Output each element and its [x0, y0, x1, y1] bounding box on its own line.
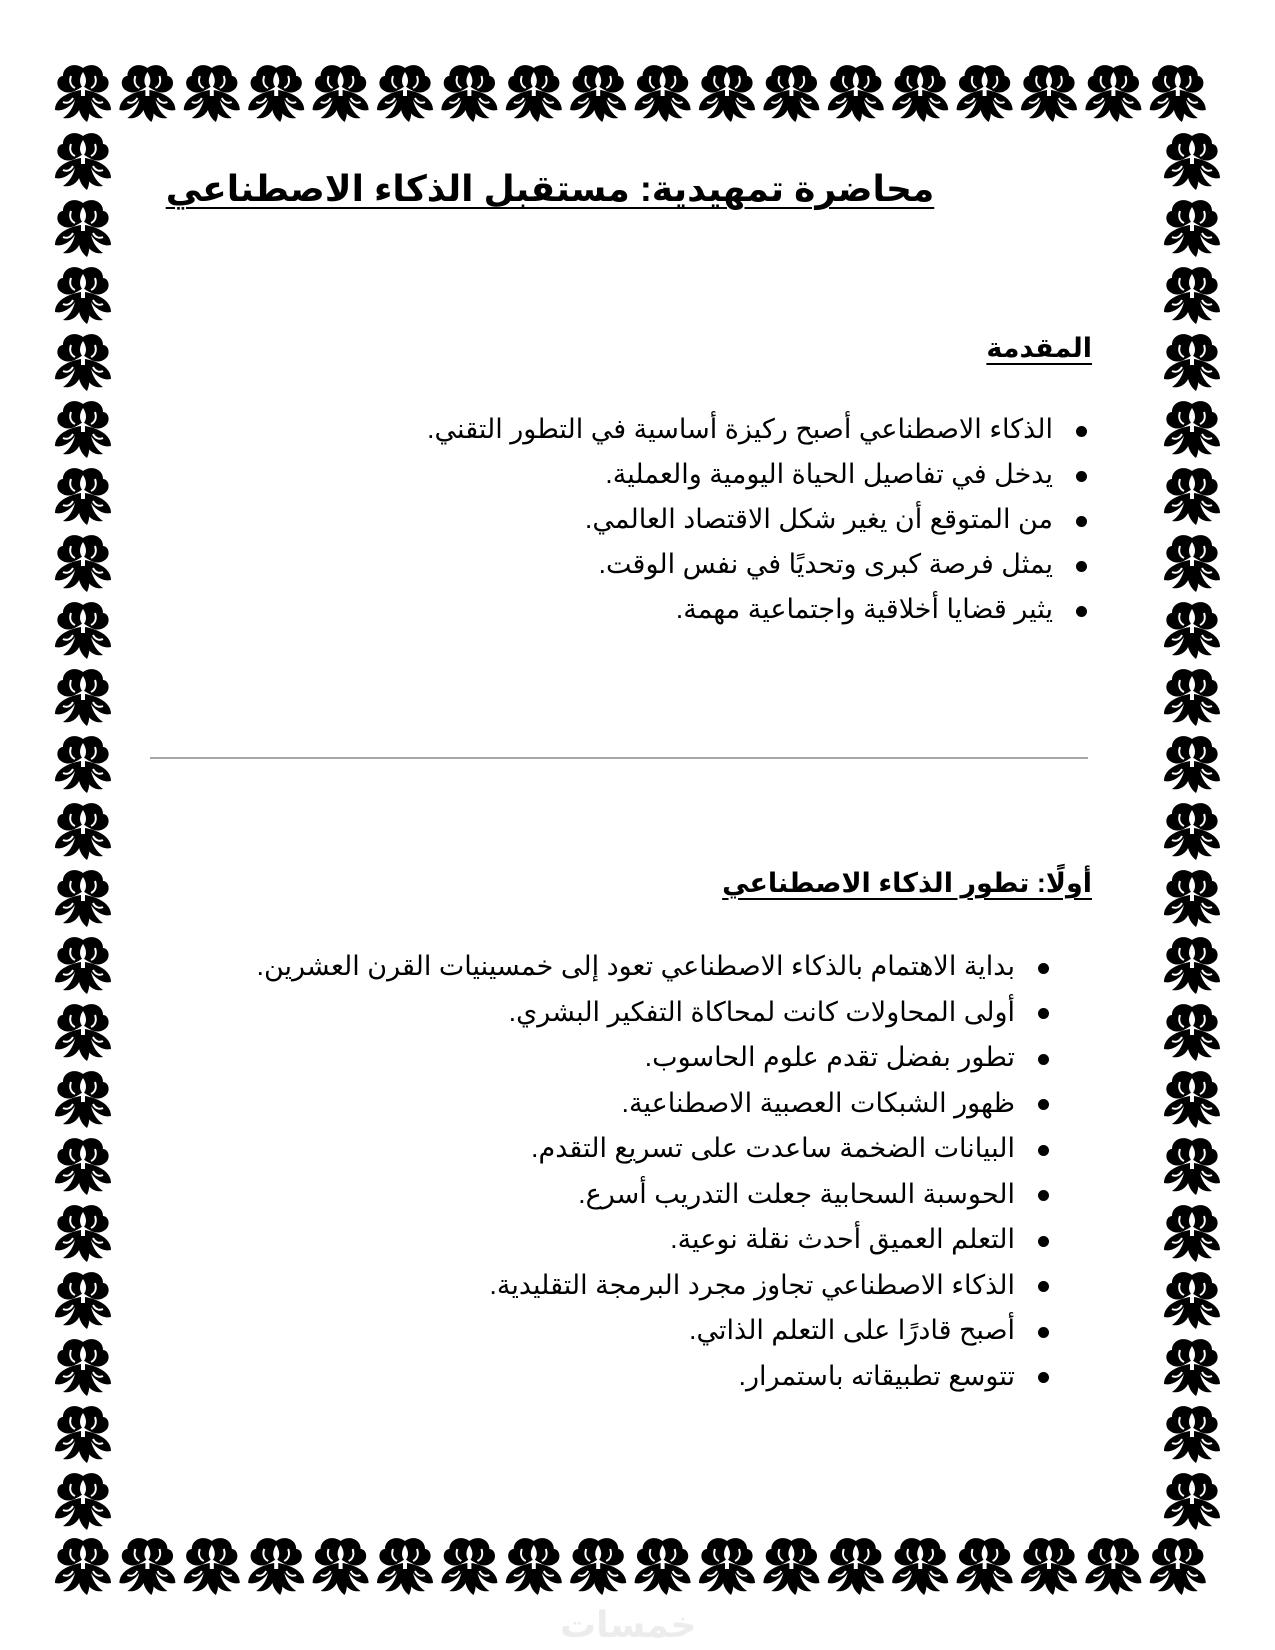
floral-ornament-icon: [957, 1538, 1013, 1595]
floral-ornament-icon: [1164, 870, 1220, 927]
introduction-bullet-list: [427, 407, 1053, 632]
floral-ornament-icon: [248, 65, 304, 122]
section-heading-introduction: المقدمة: [986, 333, 1092, 363]
list-item-text: تتوسع تطبيقاته باستمرار.: [738, 1360, 1015, 1391]
list-item-text: تطور بفضل تقدم علوم الحاسوب.: [644, 1042, 1015, 1072]
bullet-dot-icon: [1038, 1054, 1049, 1065]
floral-ornament-icon: [55, 803, 111, 860]
list-item-text: يمثل فرصة كبرى وتحديًا في نفس الوقت.: [598, 549, 1053, 579]
floral-ornament-icon: [1164, 602, 1220, 659]
floral-ornament-icon: [313, 65, 369, 122]
floral-ornament-icon: [55, 736, 111, 793]
floral-ornament-icon: [892, 1538, 948, 1595]
floral-ornament-icon: [1164, 1205, 1220, 1262]
floral-ornament-icon: [184, 1538, 240, 1595]
list-item-text: يثير قضايا أخلاقية واجتماعية مهمة.: [675, 594, 1053, 624]
floral-ornament-icon: [55, 200, 111, 257]
list-item: [256, 1035, 1015, 1081]
floral-ornament-icon: [1150, 65, 1206, 122]
floral-ornament-icon: [1164, 803, 1220, 860]
list-item-text: من المتوقع أن يغير شكل الاقتصاد العالمي.: [584, 504, 1053, 534]
floral-ornament-icon: [1164, 133, 1220, 190]
floral-ornament-icon: [55, 401, 111, 458]
floral-ornament-icon: [1021, 1538, 1077, 1595]
floral-ornament-icon: [55, 1406, 111, 1463]
floral-ornament-icon: [763, 1538, 819, 1595]
bullet-dot-icon: [1038, 1145, 1049, 1156]
floral-ornament-icon: [1164, 334, 1220, 391]
floral-ornament-icon: [55, 334, 111, 391]
floral-ornament-icon: [441, 65, 497, 122]
floral-ornament-icon: [506, 1538, 562, 1595]
floral-ornament-icon: [1164, 1272, 1220, 1329]
bullet-dot-icon: [1076, 471, 1087, 482]
floral-ornament-icon: [828, 1538, 884, 1595]
list-item: [427, 452, 1053, 497]
list-item: [256, 944, 1015, 990]
floral-ornament-icon: [1164, 1004, 1220, 1061]
floral-ornament-icon: [377, 1538, 433, 1595]
floral-ornament-icon: [570, 65, 626, 122]
floral-ornament-icon: [1164, 669, 1220, 726]
list-item: [256, 1354, 1015, 1400]
list-item: [427, 497, 1053, 542]
list-item: [256, 1172, 1015, 1218]
bullet-dot-icon: [1076, 606, 1087, 617]
floral-ornament-icon: [506, 65, 562, 122]
floral-ornament-icon: [55, 669, 111, 726]
floral-ornament-icon: [55, 1339, 111, 1396]
list-item: [256, 1126, 1015, 1172]
floral-ornament-icon: [1164, 468, 1220, 525]
list-item: [256, 1263, 1015, 1309]
floral-ornament-icon: [119, 1538, 175, 1595]
list-item-text: أولى المحاولات كانت لمحاكاة التفكير البشري.: [508, 996, 1015, 1027]
list-item: [427, 542, 1053, 587]
floral-ornament-icon: [1085, 1538, 1141, 1595]
floral-ornament-icon: [55, 1138, 111, 1195]
floral-ornament-icon: [1164, 267, 1220, 324]
floral-ornament-icon: [55, 1071, 111, 1128]
floral-ornament-icon: [55, 870, 111, 927]
list-item-text: الذكاء الاصطناعي تجاوز مجرد البرمجة التقليدية.: [489, 1269, 1015, 1300]
list-item-text: أصبح قادرًا على التعلم الذاتي.: [689, 1315, 1015, 1345]
list-item: [256, 1217, 1015, 1263]
floral-ornament-icon: [248, 1538, 304, 1595]
floral-ornament-icon: [635, 65, 691, 122]
bullet-dot-icon: [1038, 1327, 1049, 1338]
page-title: محاضرة تمهيدية: مستقبل الذكاء الاصطناعي: [165, 168, 935, 209]
floral-ornament-icon: [699, 65, 755, 122]
list-item-text: ظهور الشبكات العصبية الاصطناعية.: [621, 1087, 1015, 1118]
floral-ornament-icon: [1164, 1071, 1220, 1128]
list-item-text: يدخل في تفاصيل الحياة اليومية والعملية.: [605, 459, 1053, 489]
floral-ornament-icon: [55, 1272, 111, 1329]
bullet-dot-icon: [1076, 516, 1087, 527]
floral-ornament-icon: [1164, 1138, 1220, 1195]
section-heading-evolution: أولًا: تطور الذكاء الاصطناعي: [722, 868, 1092, 898]
floral-ornament-icon: [1164, 1473, 1220, 1530]
floral-ornament-icon: [55, 937, 111, 994]
floral-ornament-icon: [441, 1538, 497, 1595]
floral-ornament-icon: [763, 65, 819, 122]
floral-ornament-icon: [699, 1538, 755, 1595]
list-item-text: البيانات الضخمة ساعدت على تسريع التقدم.: [531, 1133, 1015, 1163]
section-divider: [150, 757, 1088, 759]
floral-ornament-icon: [55, 1004, 111, 1061]
evolution-bullet-list: [256, 944, 1015, 1399]
floral-ornament-icon: [570, 1538, 626, 1595]
floral-ornament-icon: [828, 65, 884, 122]
bullet-dot-icon: [1076, 426, 1087, 437]
floral-ornament-icon: [1164, 535, 1220, 592]
floral-ornament-icon: [55, 602, 111, 659]
floral-ornament-icon: [1021, 65, 1077, 122]
floral-ornament-icon: [892, 65, 948, 122]
floral-ornament-icon: [1164, 200, 1220, 257]
list-item-text: الحوسبة السحابية جعلت التدريب أسرع.: [578, 1178, 1015, 1209]
floral-ornament-icon: [1085, 65, 1141, 122]
bullet-dot-icon: [1076, 561, 1087, 572]
list-item-text: الذكاء الاصطناعي أصبح ركيزة أساسية في التطور التقني.: [427, 414, 1053, 444]
floral-ornament-icon: [1164, 401, 1220, 458]
floral-ornament-icon: [1150, 1538, 1206, 1595]
list-item: [256, 990, 1015, 1036]
list-item: [256, 1081, 1015, 1127]
floral-ornament-icon: [377, 65, 433, 122]
list-item-text: التعلم العميق أحدث نقلة نوعية.: [670, 1224, 1015, 1254]
list-item: [256, 1308, 1015, 1354]
floral-ornament-icon: [184, 65, 240, 122]
floral-ornament-icon: [55, 1473, 111, 1530]
floral-ornament-icon: [55, 267, 111, 324]
bullet-dot-icon: [1038, 963, 1049, 974]
list-item: [427, 407, 1053, 452]
list-item-text: بداية الاهتمام بالذكاء الاصطناعي تعود إلى خمسينيات القرن العشرين.: [256, 951, 1015, 981]
floral-ornament-icon: [55, 1205, 111, 1262]
floral-ornament-icon: [1164, 1406, 1220, 1463]
floral-ornament-icon: [55, 535, 111, 592]
floral-ornament-icon: [1164, 937, 1220, 994]
floral-ornament-icon: [1164, 1339, 1220, 1396]
list-item: [427, 587, 1053, 632]
floral-ornament-icon: [1164, 736, 1220, 793]
floral-ornament-icon: [957, 65, 1013, 122]
floral-ornament-icon: [55, 133, 111, 190]
floral-ornament-icon: [55, 1538, 111, 1595]
floral-ornament-icon: [119, 65, 175, 122]
watermark-logo: خمسات: [560, 1604, 697, 1645]
floral-ornament-icon: [635, 1538, 691, 1595]
floral-ornament-icon: [55, 65, 111, 122]
floral-ornament-icon: [55, 468, 111, 525]
floral-ornament-icon: [313, 1538, 369, 1595]
bullet-dot-icon: [1038, 1236, 1049, 1247]
